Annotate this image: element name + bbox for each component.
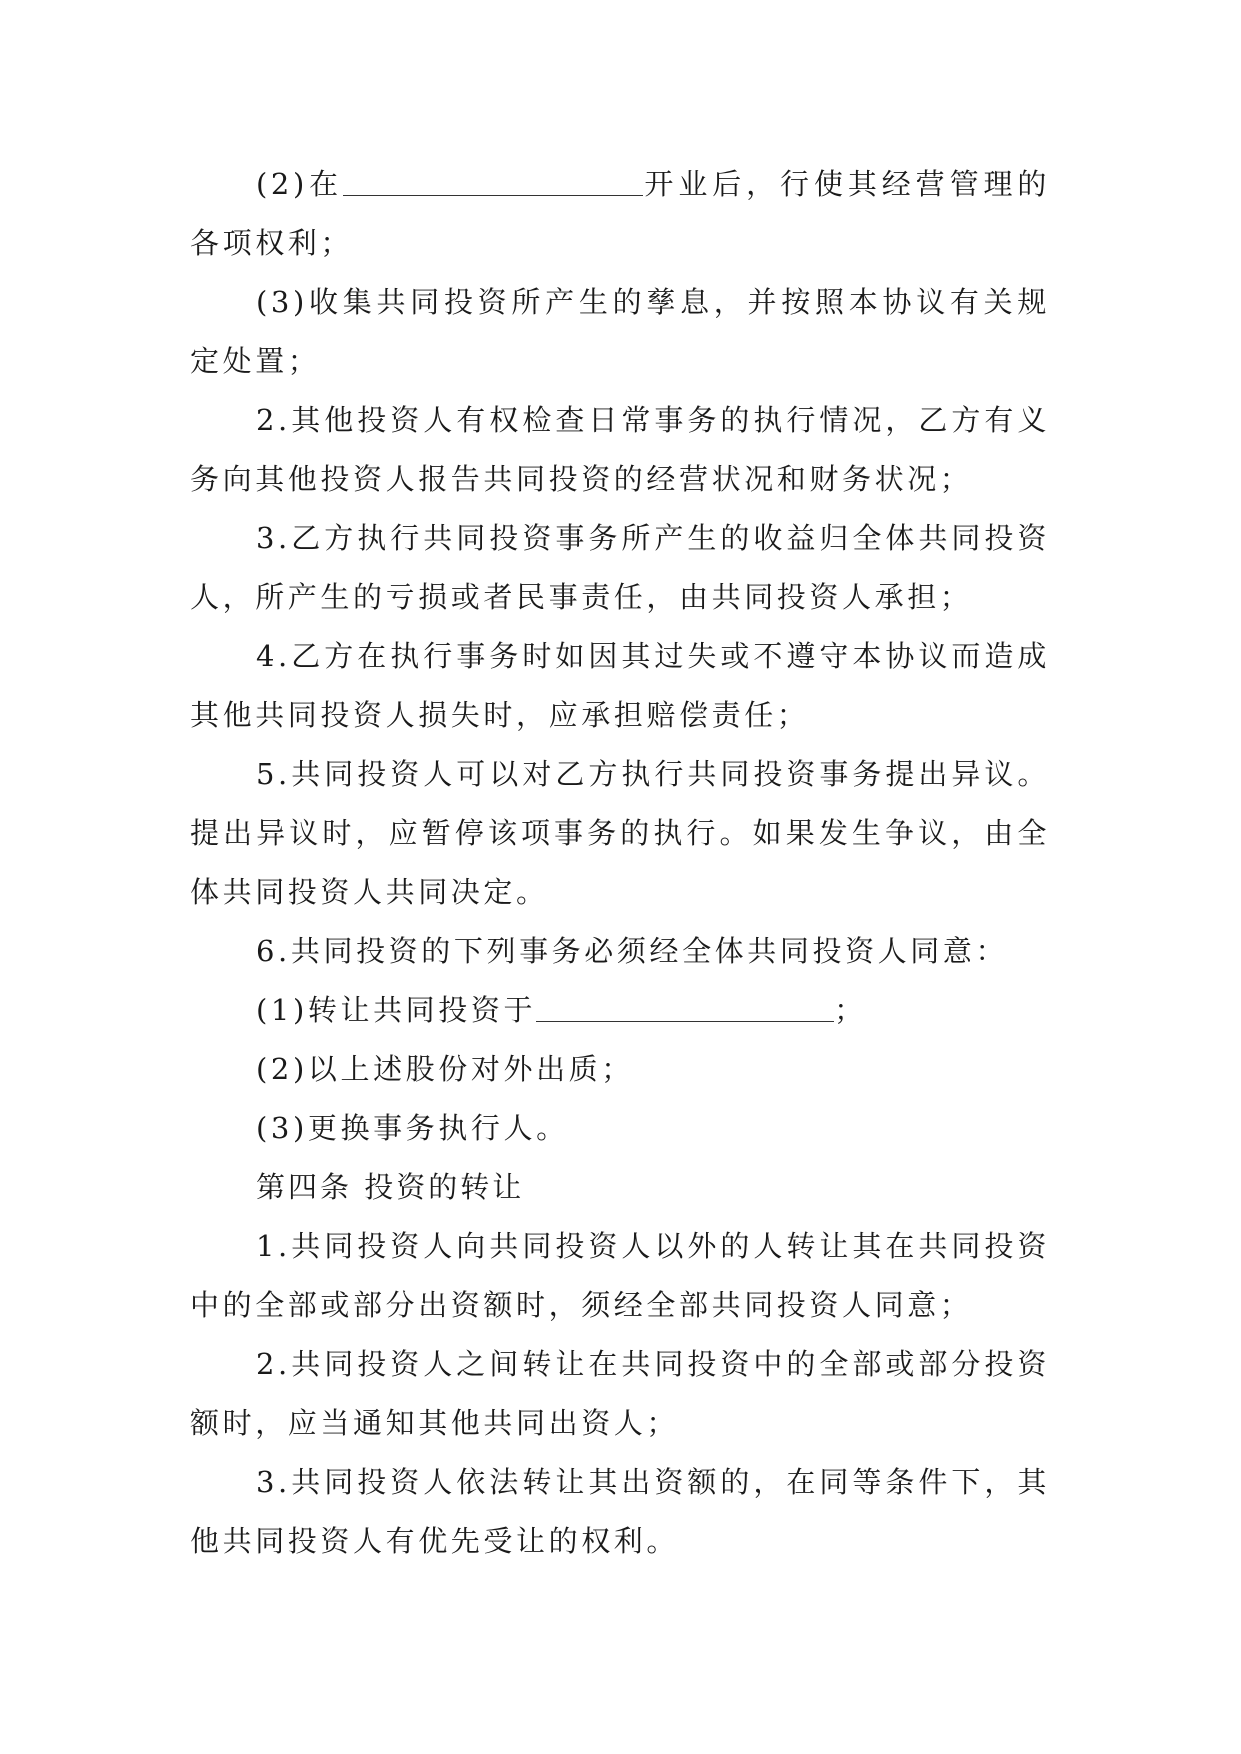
fill-in-blank xyxy=(343,169,643,196)
clause-3-paragraph: 3.乙方执行共同投资事务所产生的收益归全体共同投资人，所产生的亏损或者民事责任，由共同投资人承担； xyxy=(190,521,1050,614)
item-2-suffix: 开业后，行使其经营管理的各项权利； xyxy=(190,167,1051,260)
clause-6-paragraph: 6.共同投资的下列事务必须经全体共同投资人同意： xyxy=(256,934,1009,968)
fill-in-blank xyxy=(536,995,834,1022)
sub-item-1-suffix: ； xyxy=(834,993,867,1027)
clause-2-paragraph: 2.其他投资人有权检查日常事务的执行情况，乙方有义务向其他投资人报告共同投资的经营状况和财务状况； xyxy=(190,403,1050,496)
sub-item-1-prefix: (1)转让共同投资于 xyxy=(256,993,537,1027)
clause-5-paragraph: 5.共同投资人可以对乙方执行共同投资事务提出异议。提出异议时，应暂停该项事务的执行。如果发生争议，由全体共同投资人共同决定。 xyxy=(190,757,1050,909)
clause-4-paragraph: 4.乙方在执行事务时如因其过失或不遵守本协议而造成其他共同投资人损失时，应承担赔偿责任； xyxy=(190,639,1050,732)
item-2-paragraph xyxy=(190,155,1050,273)
article-4-clause-1-paragraph: 1.共同投资人向共同投资人以外的人转让其在共同投资中的全部或部分出资额时，须经全部共同投资人同意； xyxy=(190,1229,1050,1322)
sub-item-3-paragraph: (3)更换事务执行人。 xyxy=(256,1111,569,1145)
item-3-paragraph: (3)收集共同投资所产生的孳息，并按照本协议有关规定处置； xyxy=(190,285,1050,378)
article-4-clause-2-paragraph: 2.共同投资人之间转让在共同投资中的全部或部分投资额时，应当通知其他共同出资人； xyxy=(190,1347,1050,1440)
document-body xyxy=(190,155,1050,1571)
article-4-heading: 第四条 投资的转让 xyxy=(256,1170,525,1204)
sub-item-1-paragraph xyxy=(190,981,1050,1040)
item-2-prefix: (2)在 xyxy=(256,167,344,201)
article-4-clause-3-paragraph: 3.共同投资人依法转让其出资额的，在同等条件下，其他共同投资人有优先受让的权利。 xyxy=(190,1465,1050,1558)
sub-item-2-paragraph: (2)以上述股份对外出质； xyxy=(256,1052,634,1086)
